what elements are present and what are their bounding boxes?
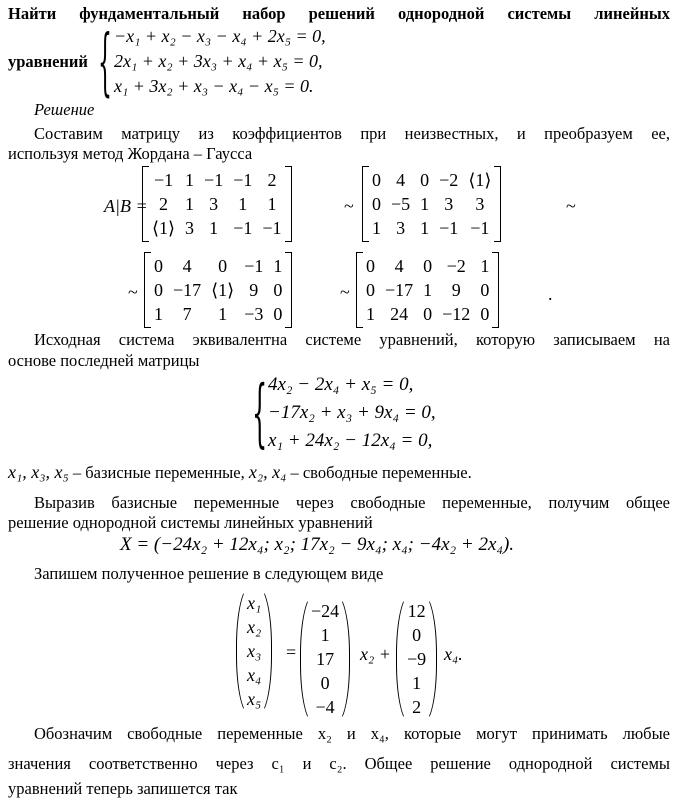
matrix-step1-cell: −1: [470, 217, 490, 238]
paragraph3-line1: Выразив базисные переменные через свободные переменные, получим общее: [34, 493, 670, 512]
matrix-step1-cell: 0: [420, 169, 430, 190]
matrix-ab-cell: −1: [153, 169, 174, 190]
system2-eq2: −17x₂ + x₃ + 9x₄ = 0,: [268, 402, 436, 423]
paragraph1-line1: Составим матрицу из коэффициентов при неизвестных, и преобразуем ее,: [34, 124, 670, 143]
matrix-step3-cell: −2: [446, 255, 466, 276]
matrix-step3-cell: 0: [423, 255, 433, 276]
matrix-step2-cell: 0: [154, 255, 163, 276]
system2-eq3: x₁ + 24x₂ − 12x₄ = 0,: [268, 430, 433, 451]
matrix-ab-cell: −1: [233, 169, 253, 190]
matrix-step1-cell: 1: [372, 217, 381, 238]
matrix-step1-cell: 3: [396, 217, 406, 238]
task-title-line1: Найти фундаментальный набор решений однородной системы линейных: [8, 4, 670, 23]
matrix-ab-cell: 2: [267, 169, 277, 190]
matrix-step2-cell: 4: [182, 255, 192, 276]
vector-variables: [236, 586, 272, 716]
matrix-ab-cell: 1: [238, 193, 248, 214]
matrix-step1-cell: ⟨1⟩: [468, 169, 492, 190]
matrix-ab-cell: 3: [185, 217, 195, 238]
matrix-step3: [356, 252, 499, 328]
matrix-step2-cell: 0: [273, 303, 283, 324]
matrix-step1-cell: 3: [444, 193, 454, 214]
matrix-step3-cell: 9: [451, 279, 461, 300]
matrix-step2-cell: ⟨1⟩: [211, 279, 235, 300]
general-solution-formula: X = (−24x₂ + 12x₄; x₂; 17x₂ − 9x₄; x₄; −4x₂ + 2x₄).: [120, 534, 515, 555]
vector-a-entry: −24: [311, 600, 340, 621]
system-eq1: −x₁ + x₂ − x₃ − x₄ + 2x₅ = 0,: [114, 26, 326, 46]
vector-b-entry: 12: [407, 600, 426, 621]
matrix-step2-cell: 0: [273, 279, 283, 300]
matrix-step1-cell: 1: [420, 193, 430, 214]
basic-variables-text: – базисные переменные,: [68, 463, 249, 482]
vector-x4-term: x₄.: [444, 644, 463, 664]
paragraph4: Запишем полученное решение в следующем виде: [34, 564, 384, 583]
basic-variables: x₁, x₃, x₅: [8, 462, 69, 482]
vector-variable-entry: x₂: [247, 616, 262, 637]
period-1: .: [548, 284, 553, 304]
matrix-step2: [144, 252, 292, 328]
matrix-ab-cell: 2: [159, 193, 169, 214]
paragraph2-line1: Исходная система эквивалентна системе уравнений, которую записываем на: [34, 330, 670, 349]
matrix-step2-cell: 0: [218, 255, 228, 276]
matrix-step1-cell: 0: [372, 193, 381, 214]
tilde-4: ~: [340, 282, 350, 302]
matrix-step1-cell: 1: [420, 217, 430, 238]
vector-x4-coefficients: [396, 594, 437, 724]
vector-equals: =: [286, 642, 297, 662]
matrix-ab-cell: 1: [185, 193, 195, 214]
vector-x2-coefficients: [300, 594, 350, 724]
paragraph5-line1: Обозначим свободные переменные x₂ и x₄, которые могут принимать любые: [34, 724, 670, 743]
system-eq2: 2x₁ + x₂ + 3x₃ + x₄ + x₅ = 0,: [114, 51, 323, 71]
variables-line: [8, 462, 670, 483]
system2-eq1: 4x₂ − 2x₄ + x₅ = 0,: [268, 374, 414, 395]
matrix-step2-cell: 9: [249, 279, 259, 300]
matrix-step3-cell: 1: [480, 255, 490, 276]
solution-heading: Решение: [34, 100, 95, 119]
matrix-step3-cell: 4: [394, 255, 404, 276]
matrix-step1-cell: −1: [439, 217, 459, 238]
matrix-step3-cell: 0: [480, 303, 490, 324]
paragraph1-line2: используя метод Жордана – Гаусса: [8, 144, 253, 163]
matrix-step3-cell: 0: [423, 303, 433, 324]
matrix-step1-cell: 0: [372, 169, 381, 190]
vector-variable-entry: x₃: [247, 640, 262, 661]
matrix-ab-cell: −1: [233, 217, 253, 238]
vector-b-entry: 0: [412, 624, 422, 645]
system-eq3: x₁ + 3x₂ + x₃ − x₄ − x₅ = 0.: [114, 76, 314, 96]
ab-label: A|B =: [104, 196, 148, 216]
vector-a-entry: 17: [316, 648, 335, 669]
matrix-ab-cell: 1: [185, 169, 195, 190]
matrix-step2-cell: 1: [273, 255, 283, 276]
matrix-ab-cell: 1: [209, 217, 219, 238]
tilde-2: ~: [566, 196, 576, 216]
matrix-step3-cell: −12: [442, 303, 471, 324]
matrix-step3-cell: 1: [366, 303, 375, 324]
task-title-line2: уравнений: [8, 52, 88, 71]
vector-variable-entry: x₄: [247, 664, 262, 685]
matrix-step3-cell: −17: [385, 279, 414, 300]
system-brace: {: [98, 24, 112, 107]
matrix-step2-cell: −1: [244, 255, 264, 276]
vector-a-entry: −4: [315, 696, 335, 717]
matrix-step1-cell: −2: [439, 169, 459, 190]
matrix-step2-cell: 7: [182, 303, 192, 324]
matrix-step1-cell: −5: [391, 193, 411, 214]
system2-brace: {: [252, 370, 268, 457]
matrix-ab: [142, 166, 292, 242]
vector-variable-entry: x₅: [247, 688, 262, 709]
paragraph3-line2: решение однородной системы линейных уравнений: [8, 513, 373, 532]
matrix-step2-cell: −3: [244, 303, 264, 324]
vector-variable-entry: x₁: [247, 592, 262, 613]
matrix-step2-cell: −17: [173, 279, 202, 300]
vector-b-entry: 1: [412, 672, 422, 693]
matrix-step1-cell: 4: [396, 169, 406, 190]
free-variables-text: – свободные переменные.: [286, 463, 472, 482]
tilde-3: ~: [128, 282, 138, 302]
matrix-step3-cell: 0: [480, 279, 490, 300]
matrix-step3-cell: 0: [366, 279, 375, 300]
matrix-step1: [362, 166, 501, 242]
matrix-step3-cell: 0: [366, 255, 375, 276]
matrix-ab-cell: 3: [209, 193, 219, 214]
matrix-ab-cell: ⟨1⟩: [152, 217, 176, 238]
matrix-ab-cell: −1: [262, 217, 282, 238]
paragraph2-line2: основе последней матрицы: [8, 351, 200, 370]
matrix-step2-cell: 0: [154, 279, 163, 300]
paragraph5-line3: уравнений теперь запишется так: [8, 779, 238, 798]
vector-a-entry: 0: [320, 672, 330, 693]
matrix-step3-cell: 1: [423, 279, 433, 300]
free-variables: x₂, x₄: [248, 462, 287, 482]
matrix-step1-cell: 3: [475, 193, 485, 214]
vector-b-entry: −9: [407, 648, 427, 669]
matrix-step3-cell: 24: [390, 303, 409, 324]
matrix-ab-cell: −1: [204, 169, 224, 190]
matrix-step2-cell: 1: [218, 303, 228, 324]
paragraph5-line2: значения соответственно через c₁ и c₂. Общее решение однородной системы: [8, 754, 670, 773]
vector-x2-term: x₂ +: [360, 644, 391, 664]
tilde-1: ~: [344, 196, 354, 216]
matrix-step2-cell: 1: [154, 303, 163, 324]
vector-a-entry: 1: [320, 624, 330, 645]
matrix-ab-cell: 1: [267, 193, 277, 214]
vector-b-entry: 2: [412, 696, 422, 717]
